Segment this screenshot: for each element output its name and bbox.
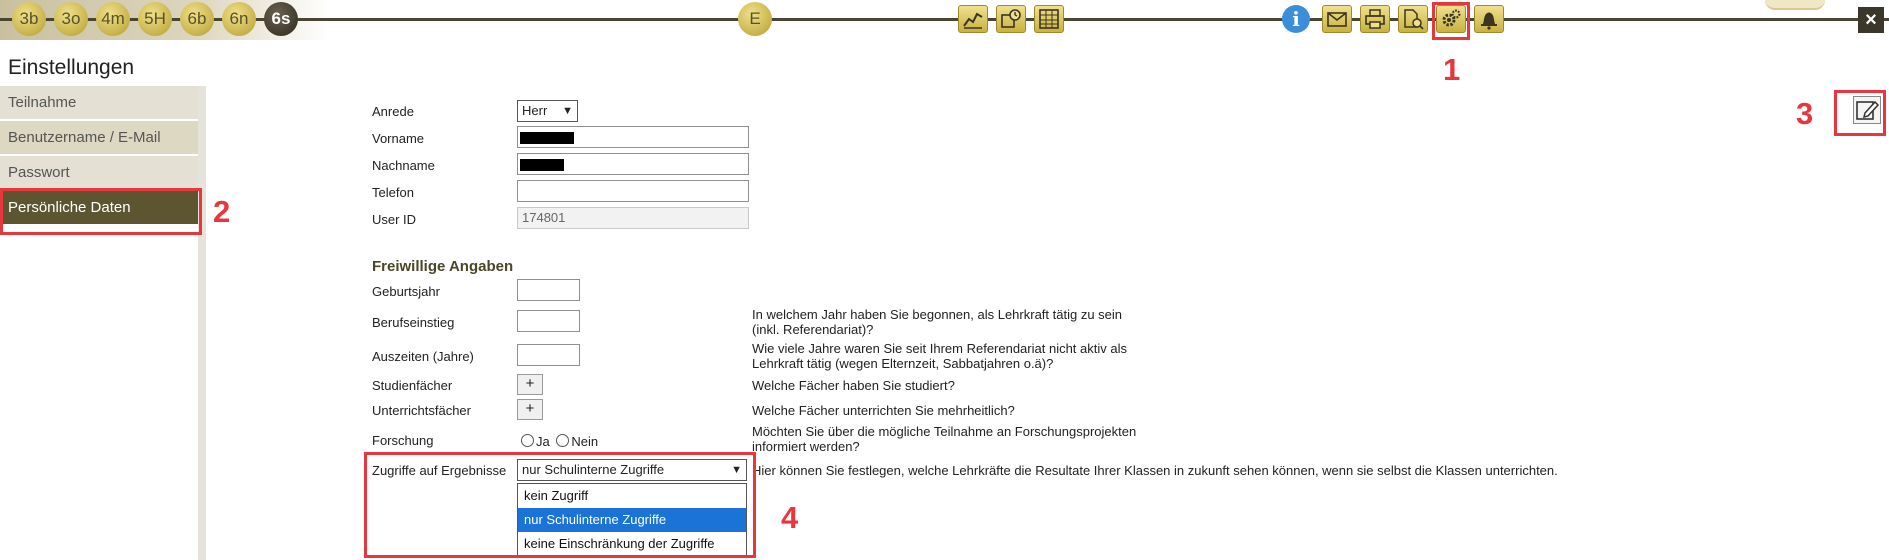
zugriffe-option-schulintern[interactable]: nur Schulinterne Zugriffe: [518, 508, 746, 532]
sidebar-item-benutzername[interactable]: Benutzername / E-Mail: [0, 121, 198, 156]
grade-button-5h[interactable]: 5H: [138, 2, 172, 36]
bell-icon[interactable]: [1474, 5, 1504, 33]
nachname-label: Nachname: [372, 158, 435, 173]
grade-button-3o[interactable]: 3o: [54, 2, 88, 36]
userid-field: 174801: [517, 207, 749, 229]
berufseinstieg-hint-1: In welchem Jahr haben Sie begonnen, als Lehrkraft tätig zu sein: [752, 307, 1123, 322]
grade-button-3b[interactable]: 3b: [12, 2, 46, 36]
forschung-ja-radio[interactable]: [521, 434, 534, 447]
zugriffe-label: Zugriffe auf Ergebnisse: [372, 463, 507, 478]
top-toolbar: [0, 0, 1889, 40]
forschung-label: Forschung: [372, 433, 434, 448]
telefon-field[interactable]: [517, 180, 749, 202]
redacted-value: [520, 159, 564, 171]
nachname-field[interactable]: [517, 153, 749, 175]
grade-button-6n[interactable]: 6n: [222, 2, 256, 36]
userid-label: User ID: [372, 212, 417, 227]
e-button[interactable]: E: [738, 2, 772, 36]
annotation-number-4: 4: [781, 500, 799, 535]
auszeiten-hint-2: Lehrkraft tätig (wegen Elternzeit, Sabbatjahren o.ä)?: [752, 356, 1054, 371]
page-title: Einstellungen: [8, 56, 135, 79]
forschung-nein-radio[interactable]: [556, 434, 569, 447]
berufseinstieg-hint-2: (inkl. Referendariat)?: [752, 322, 874, 337]
zugriffe-option-keine-einschraenkung[interactable]: keine Einschränkung der Zugriffe: [524, 536, 715, 551]
vorname-field[interactable]: [517, 126, 749, 148]
berufseinstieg-field[interactable]: [517, 310, 580, 332]
table-grid-icon[interactable]: [1034, 5, 1064, 33]
calendar-clock-icon[interactable]: [996, 5, 1026, 33]
anrede-value: Herr: [522, 103, 548, 118]
section-title: Freiwillige Angaben: [372, 258, 514, 275]
auszeiten-field[interactable]: [517, 344, 580, 366]
grade-button-6s[interactable]: 6s: [264, 2, 298, 36]
sidebar-item-passwort[interactable]: Passwort: [0, 156, 198, 191]
chevron-down-icon: ▼: [562, 105, 573, 117]
geburtsjahr-label: Geburtsjahr: [372, 284, 440, 299]
add-studienfach-button[interactable]: +: [517, 374, 543, 395]
auszeiten-label: Auszeiten (Jahre): [372, 349, 474, 364]
print-icon[interactable]: [1360, 5, 1390, 33]
annotation-number-1: 1: [1443, 52, 1461, 87]
document-search-icon[interactable]: [1398, 5, 1428, 33]
auszeiten-hint-1: Wie viele Jahre waren Sie seit Ihrem Referendariat nicht aktiv als: [752, 341, 1127, 356]
anrede-label: Anrede: [372, 104, 414, 119]
sidebar-item-persoenliche-daten[interactable]: Persönliche Daten: [0, 191, 198, 226]
mail-icon[interactable]: [1322, 5, 1352, 33]
sidebar-divider: [198, 86, 206, 560]
zugriffe-hint: Hier können Sie festlegen, welche Lehrkräfte die Resultate Ihrer Klassen in zukunft sehen können, wenn sie selbst die Klassen unterrichten.: [752, 463, 1558, 478]
annotation-box-2: [0, 188, 202, 235]
grade-button-6b[interactable]: 6b: [180, 2, 214, 36]
forschung-ja-label: Ja: [536, 434, 550, 449]
studienfaecher-label: Studienfächer: [372, 378, 453, 393]
redacted-value: [520, 132, 574, 144]
annotation-number-3: 3: [1796, 96, 1814, 131]
grade-button-4m[interactable]: 4m: [96, 2, 130, 36]
unterricht-hint: Welche Fächer unterrichten Sie mehrheitlich?: [752, 403, 1015, 418]
close-icon[interactable]: ×: [1858, 7, 1884, 33]
unterricht-label: Unterrichtsfächer: [372, 403, 471, 418]
zugriffe-option-kein-zugriff[interactable]: kein Zugriff: [524, 488, 589, 503]
studienfaecher-hint: Welche Fächer haben Sie studiert?: [752, 378, 955, 393]
annotation-box-1: [1432, 2, 1470, 40]
annotation-number-2: 2: [213, 194, 231, 229]
forschung-radio-group: [521, 434, 598, 450]
forschung-nein-label: Nein: [571, 434, 599, 449]
geburtsjahr-field[interactable]: [517, 279, 580, 301]
zugriffe-value: nur Schulinterne Zugriffe: [522, 462, 665, 477]
brand-decoration: [1765, 0, 1825, 10]
anrede-select[interactable]: [517, 100, 578, 122]
berufseinstieg-label: Berufseinstieg: [372, 315, 455, 330]
chart-icon[interactable]: [958, 5, 988, 33]
add-unterrichtsfach-button[interactable]: +: [517, 399, 543, 420]
telefon-label: Telefon: [372, 185, 414, 200]
annotation-box-4: [364, 452, 756, 558]
chevron-down-icon: ▼: [731, 464, 742, 476]
info-icon[interactable]: i: [1282, 5, 1310, 33]
sidebar-item-teilnahme[interactable]: Teilnahme: [0, 86, 198, 121]
annotation-box-3: [1834, 90, 1886, 136]
forschung-hint-1: Möchten Sie über die mögliche Teilnahme an Forschungsprojekten: [752, 424, 1137, 439]
vorname-label: Vorname: [372, 131, 425, 146]
forschung-hint-2: informiert werden?: [752, 439, 860, 454]
